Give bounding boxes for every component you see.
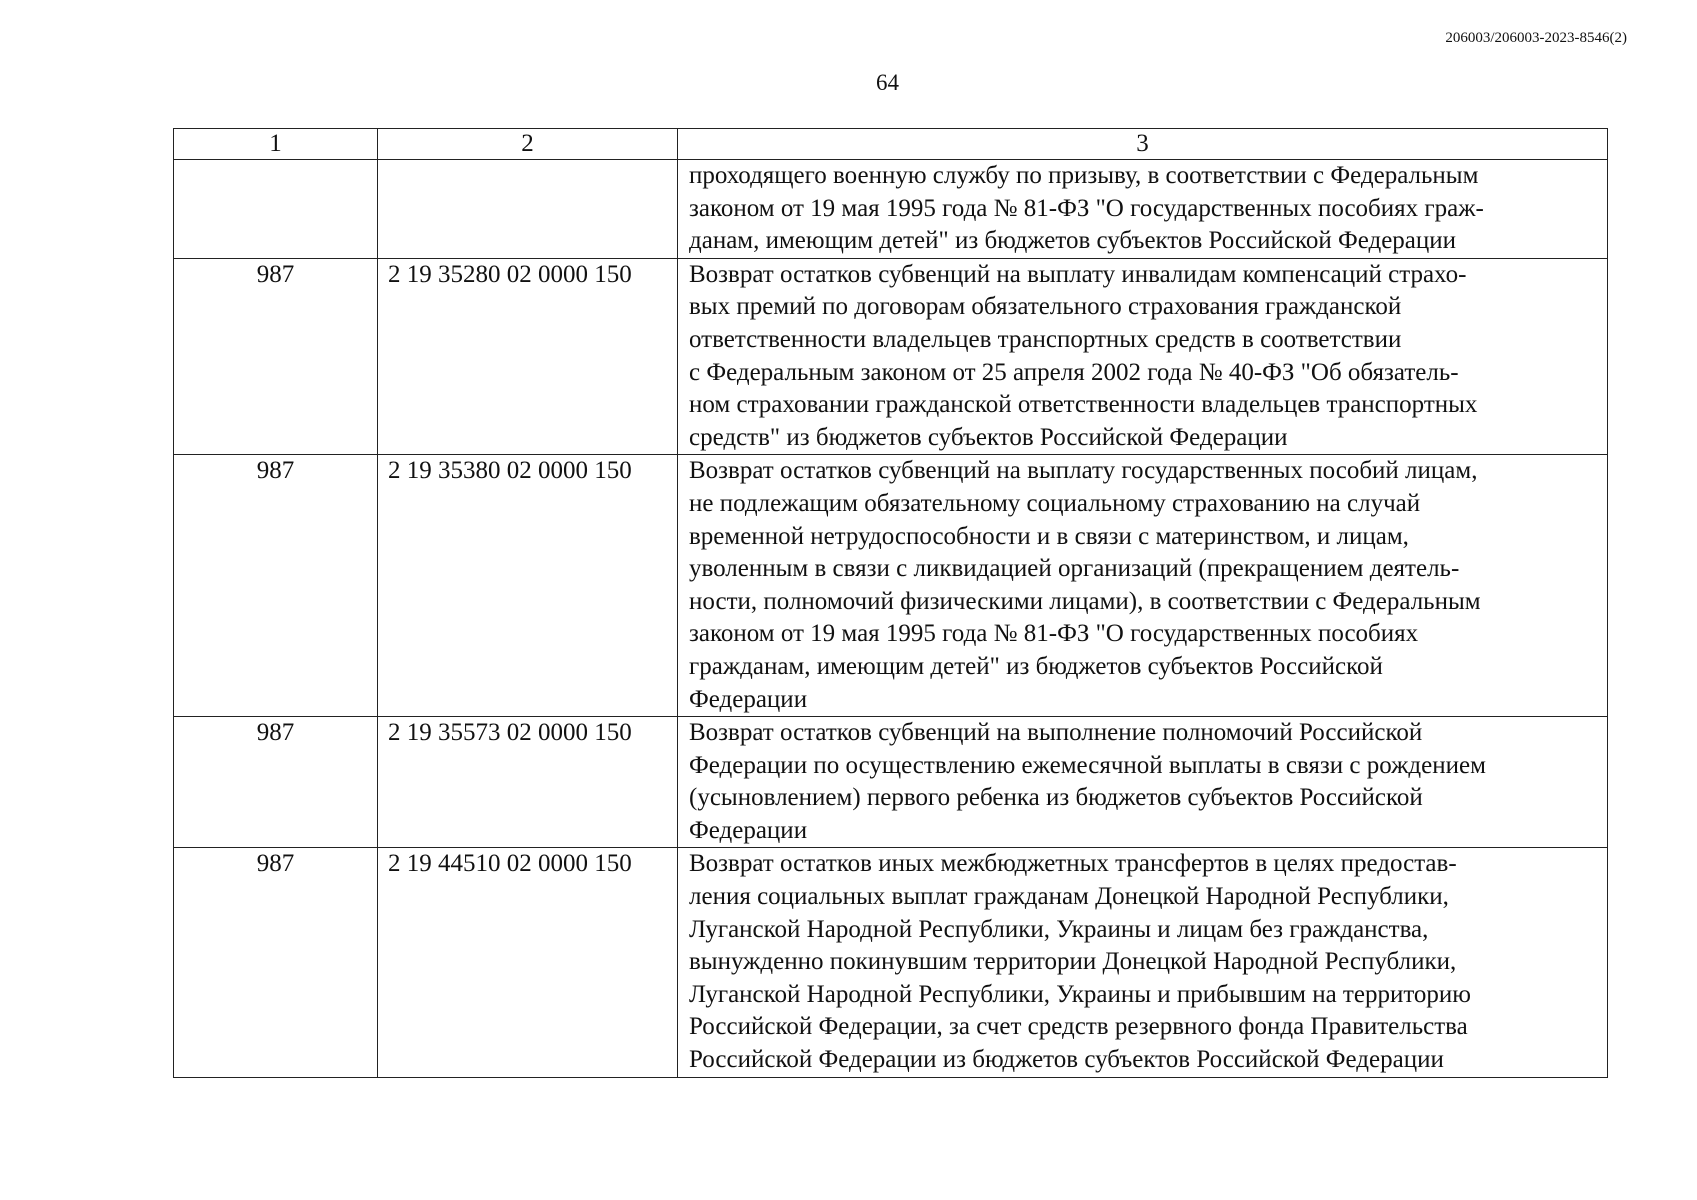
column-header-3: 3 (678, 129, 1608, 160)
description-line: Луганской Народной Республики, Украины и прибывшим на территорию (689, 980, 1471, 1008)
table-row (174, 160, 1608, 259)
description-line: средств" из бюджетов субъектов Российской Федерации (689, 423, 1288, 451)
description-line: не подлежащим обязательному социальному страхованию на случай (689, 489, 1421, 517)
table-header-row (174, 129, 1608, 160)
budget-classification-code-cell: 2 19 35380 02 0000 150 (378, 455, 678, 717)
description-line: Федерации (689, 816, 808, 844)
description-line: Возврат остатков субвенций на выплату государственных пособий лицам, (689, 457, 1478, 485)
column-header-2: 2 (378, 129, 678, 160)
budget-classification-code-cell: 2 19 35573 02 0000 150 (378, 717, 678, 848)
revenue-description-cell (678, 258, 1608, 455)
description-line: Луганской Народной Республики, Украины и лицам без гражданства, (689, 915, 1429, 943)
description-line: законом от 19 мая 1995 года № 81-ФЗ "О государственных пособиях граж- (689, 194, 1484, 222)
description-line: данам, имеющим детей" из бюджетов субъектов Российской Федерации (689, 227, 1457, 255)
description-line: ности, полномочий физическими лицами), в соответствии с Федеральным (689, 587, 1481, 615)
description-line: вынужденно покинувшим территории Донецкой Народной Республики, (689, 948, 1457, 976)
description-line: проходящего военную службу по призыву, в соответствии с Федеральным (689, 162, 1479, 189)
description-line: ления социальных выплат гражданам Донецкой Народной Республики, (689, 883, 1449, 911)
description-line: ном страховании гражданской ответственности владельцев транспортных (689, 391, 1478, 419)
description-line: гражданам, имеющим детей" из бюджетов субъектов Российской (689, 652, 1383, 680)
budget-codes-table (173, 128, 1608, 1078)
revenue-description-cell (678, 455, 1608, 717)
budget-classification-code-cell: 2 19 44510 02 0000 150 (378, 848, 678, 1077)
description-line: временной нетрудоспособности и в связи с материнством, и лицам, (689, 522, 1409, 550)
description-line: Федерации (689, 685, 808, 713)
description-line: Федерации по осуществлению ежемесячной выплаты в связи с рождением (689, 751, 1486, 779)
admin-code-cell: 987 (174, 455, 378, 717)
admin-code-cell: 987 (174, 848, 378, 1077)
table-body (174, 160, 1608, 1078)
description-line: (усыновлением) первого ребенка из бюджетов субъектов Российской (689, 784, 1423, 812)
revenue-description-cell (678, 160, 1608, 259)
table-row (174, 455, 1608, 717)
description-line: Возврат остатков иных межбюджетных трансфертов в целях предостав- (689, 850, 1457, 878)
description-line: Возврат остатков субвенций на выплату инвалидам компенсаций страхо- (689, 260, 1467, 288)
description-line: Российской Федерации из бюджетов субъектов Российской Федерации (689, 1046, 1444, 1074)
description-line: с Федеральным законом от 25 апреля 2002 года № 40-ФЗ "Об обязатель- (689, 358, 1459, 386)
admin-code-cell: 987 (174, 717, 378, 848)
description-line: Российской Федерации, за счет средств резервного фонда Правительства (689, 1013, 1468, 1041)
column-header-1: 1 (174, 129, 378, 160)
revenue-description-cell (678, 717, 1608, 848)
description-line: Возврат остатков субвенций на выполнение полномочий Российской (689, 719, 1423, 747)
admin-code-cell (174, 160, 378, 259)
description-line: ответственности владельцев транспортных средств в соответствии (689, 325, 1402, 353)
table-row (174, 848, 1608, 1077)
budget-classification-code-cell: 2 19 35280 02 0000 150 (378, 258, 678, 455)
document-id: 206003/206003-2023-8546(2) (1445, 30, 1627, 46)
revenue-description-cell (678, 848, 1608, 1077)
description-line: уволенным в связи с ликвидацией организаций (прекращением деятель- (689, 555, 1460, 583)
table-row (174, 258, 1608, 455)
table-row (174, 717, 1608, 848)
budget-classification-code-cell (378, 160, 678, 259)
description-line: законом от 19 мая 1995 года № 81-ФЗ "О государственных пособиях (689, 620, 1419, 648)
admin-code-cell: 987 (174, 258, 378, 455)
page-number: 64 (876, 70, 899, 95)
description-line: вых премий по договорам обязательного страхования гражданской (689, 293, 1402, 321)
